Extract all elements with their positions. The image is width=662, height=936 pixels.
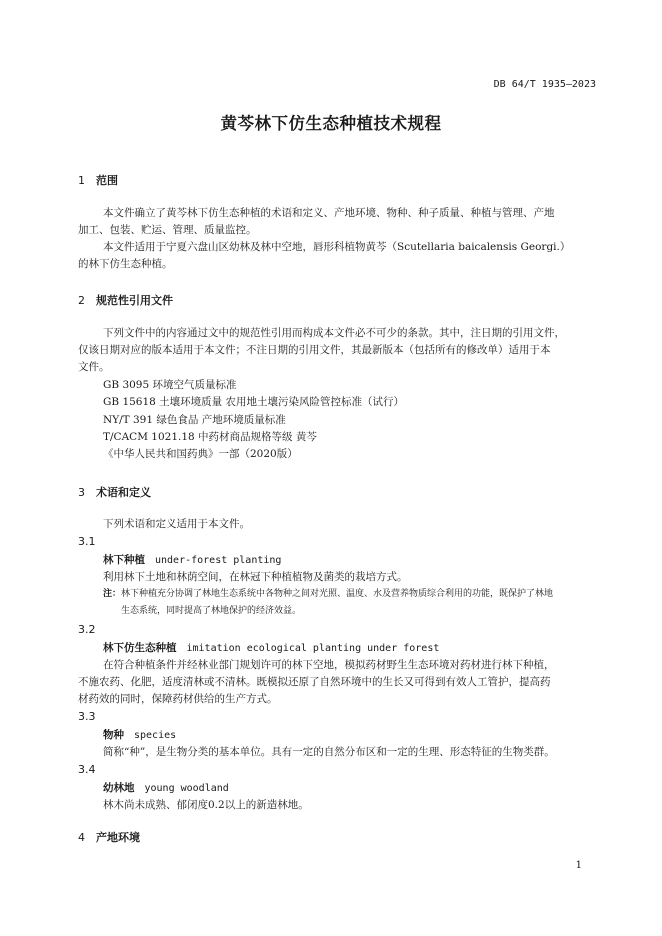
term-definition: 简称“种”，是生物分类的基本单位。具有一定的自然分布区和一定的生理、形态特征的生物类群。 (103, 746, 555, 758)
reference-item: T/CACM 1021.18 中药材商品规格等级 黄芩 (103, 431, 317, 443)
term-number: 3.3 (78, 710, 96, 723)
note-text-line: 生态系统，同时提高了林地保护的经济效益。 (121, 606, 302, 616)
term-definition-line: 在符合种植条件并经林业部门规划许可的林下空地，模拟药材野生生态环境对药材进行林下种植， (103, 659, 555, 671)
term-definition: 利用林下土地和林荫空间，在林冠下种植植物及菌类的栽培方式。 (103, 571, 408, 583)
term-definition-line: 材药效的同时，保障药材供给的生产方式。 (78, 693, 278, 705)
term-entry (103, 780, 229, 795)
standard-code: DB 64/T 1935—2023 (493, 79, 596, 90)
term-zh: 林下种植 (103, 554, 145, 566)
section-title: 规范性引用文件 (96, 294, 173, 307)
page-number: 1 (575, 860, 582, 871)
references-paragraph-line: 文件。 (78, 361, 110, 373)
term-en: species (134, 730, 177, 741)
section-number: 2 (78, 294, 85, 307)
scope-paragraph-line: 的林下仿生态种植。 (78, 258, 173, 270)
section-title: 产地环境 (96, 831, 140, 844)
term-zh: 物种 (103, 729, 124, 741)
section-number: 4 (78, 831, 85, 844)
scope-paragraph-line: 本文件确立了黄芩林下仿生态种植的术语和定义、产地环境、物种、种子质量、种植与管理、产地 (103, 207, 555, 219)
section-number: 1 (78, 174, 85, 187)
section-heading-scope (78, 172, 118, 188)
term-definition-line: 不施农药、化肥，适度清林或不清林。既模拟还原了自然环境中的生长又可得到有效人工管护，提高药 (78, 676, 551, 688)
term-zh: 林下仿生态种植 (103, 642, 177, 654)
references-paragraph-line: 下列文件中的内容通过文中的规范性引用而构成本文件必不可少的条款。其中，注日期的引用文件， (103, 327, 565, 339)
term-number: 3.4 (78, 763, 96, 776)
reference-item: 《中华人民共和国药典》一部（2020版） (103, 448, 298, 460)
document-title: 黄芩林下仿生态种植技术规程 (220, 114, 442, 133)
term-entry (103, 727, 176, 742)
term-en: imitation ecological planting under forest (186, 643, 440, 654)
section-heading-normative-references (78, 292, 173, 308)
section-title: 术语和定义 (96, 486, 151, 499)
note-label: 注： (103, 589, 122, 599)
reference-item: NY/T 391 绿色食品 产地环境质量标准 (103, 414, 286, 426)
note-text-line: 林下种植充分协调了林地生态系统中各物种之间对光照、温度、水及营养物质综合利用的功能，既保护了林地 (121, 589, 554, 599)
scope-paragraph-line: 本文件适用于宁夏六盘山区幼林及林中空地，唇形科植物黄芩（Scutellaria baicalensis Georgi.） (103, 241, 571, 253)
term-definition: 林木尚未成熟、郁闭度0.2以上的新造林地。 (103, 799, 309, 811)
section-number: 3 (78, 486, 85, 499)
term-zh: 幼林地 (103, 782, 135, 794)
section-title: 范围 (96, 174, 118, 187)
terms-intro: 下列术语和定义适用于本文件。 (103, 518, 250, 530)
term-entry (103, 640, 439, 655)
term-number: 3.1 (78, 535, 96, 548)
references-paragraph-line: 仅该日期对应的版本适用于本文件；不注日期的引用文件，其最新版本（包括所有的修改单）适用于本 (78, 344, 551, 356)
term-en: under-forest planting (155, 555, 282, 566)
reference-item: GB 3095 环境空气质量标准 (103, 379, 237, 391)
scope-paragraph-line: 加工、包装、贮运、管理、质量监控。 (78, 224, 257, 236)
section-heading-production-environment (78, 829, 140, 845)
term-number: 3.2 (78, 623, 96, 636)
reference-item: GB 15618 土壤环境质量 农用地土壤污染风险管控标准（试行） (103, 396, 405, 408)
term-entry (103, 552, 281, 567)
term-note (103, 586, 603, 620)
term-en: young woodland (144, 783, 229, 794)
section-heading-terms-definitions (78, 484, 151, 500)
